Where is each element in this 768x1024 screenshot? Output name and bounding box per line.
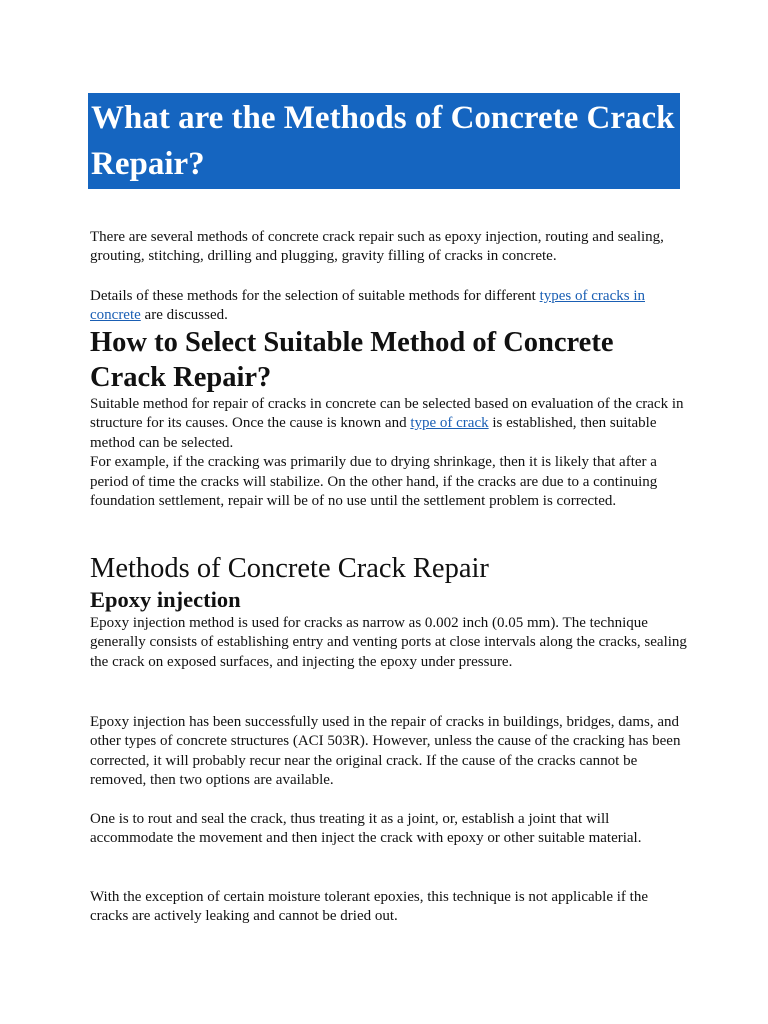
- intro-paragraph-2: [90, 287, 690, 326]
- select-paragraph-2: For example, if the cracking was primarily due to drying shrinkage, then it is likely that after a period of time the cracks will stabilize. On the other hand, if the cracks are due to a continuing foundation settlement, repair will be of no use until the settlement problem is corrected.: [90, 454, 658, 510]
- intro-paragraph-2-block: [90, 287, 690, 326]
- select-paragraph-1: [90, 395, 690, 453]
- intro-p2-text-start: Details of these methods for the selection of suitable methods for different: [90, 288, 540, 304]
- epoxy-paragraph-4: With the exception of certain moisture tolerant epoxies, this technique is not applicable if the cracks are actively leaking and cannot be dried out.: [90, 889, 648, 925]
- type-of-crack-link[interactable]: type of crack: [410, 415, 489, 432]
- select-p1-text-end: is established, then suitable method can be selected.: [90, 415, 657, 451]
- title-banner: [88, 93, 680, 189]
- epoxy-paragraph-2: Epoxy injection has been successfully used in the repair of cracks in buildings, bridges, dams, and other types of concrete structures (ACI 503R). However, unless the cause of the cracking has been corrected, it will probably recur near the original crack. If the cause of the cracks cannot be removed, then two options are available.: [90, 714, 681, 789]
- methods-heading: Methods of Concrete Crack Repair: [90, 553, 489, 584]
- intro-paragraph-1-block: [90, 228, 690, 267]
- epoxy-paragraph-1: Epoxy injection method is used for cracks as narrow as 0.002 inch (0.05 mm). The technique generally consists of establishing entry and venting ports at close intervals along the cracks, sealing the crack on exposed surfaces, and injecting the epoxy under pressure.: [90, 615, 687, 670]
- intro-p2-text-end: are discussed.: [140, 307, 228, 324]
- epoxy-paragraph-3-block: [90, 810, 690, 849]
- select-section: [90, 325, 690, 511]
- select-method-heading: How to Select Suitable Method of Concrete Crack Repair?: [90, 327, 614, 393]
- epoxy-paragraph-2-block: [90, 713, 690, 791]
- epoxy-paragraph-3: One is to rout and seal the crack, thus treating it as a joint, or, establish a joint that will accommodate the movement and then inject the crack with epoxy or other suitable material.: [90, 811, 642, 847]
- select-p1-text-start: Suitable method for repair of cracks in concrete can be selected based on evaluation of the crack in structure for its causes. Once the cause is known and: [90, 396, 684, 432]
- methods-section: [90, 552, 690, 672]
- epoxy-paragraph-4-block: [90, 888, 690, 927]
- epoxy-injection-heading: Epoxy injection: [90, 587, 241, 612]
- types-of-cracks-link[interactable]: types of cracks in concrete: [90, 288, 645, 324]
- page-title: What are the Methods of Concrete Crack Repair?: [91, 100, 675, 182]
- intro-paragraph-1: There are several methods of concrete crack repair such as epoxy injection, routing and sealing, grouting, stitching, drilling and plugging, gravity filling of cracks in concrete.: [90, 229, 664, 265]
